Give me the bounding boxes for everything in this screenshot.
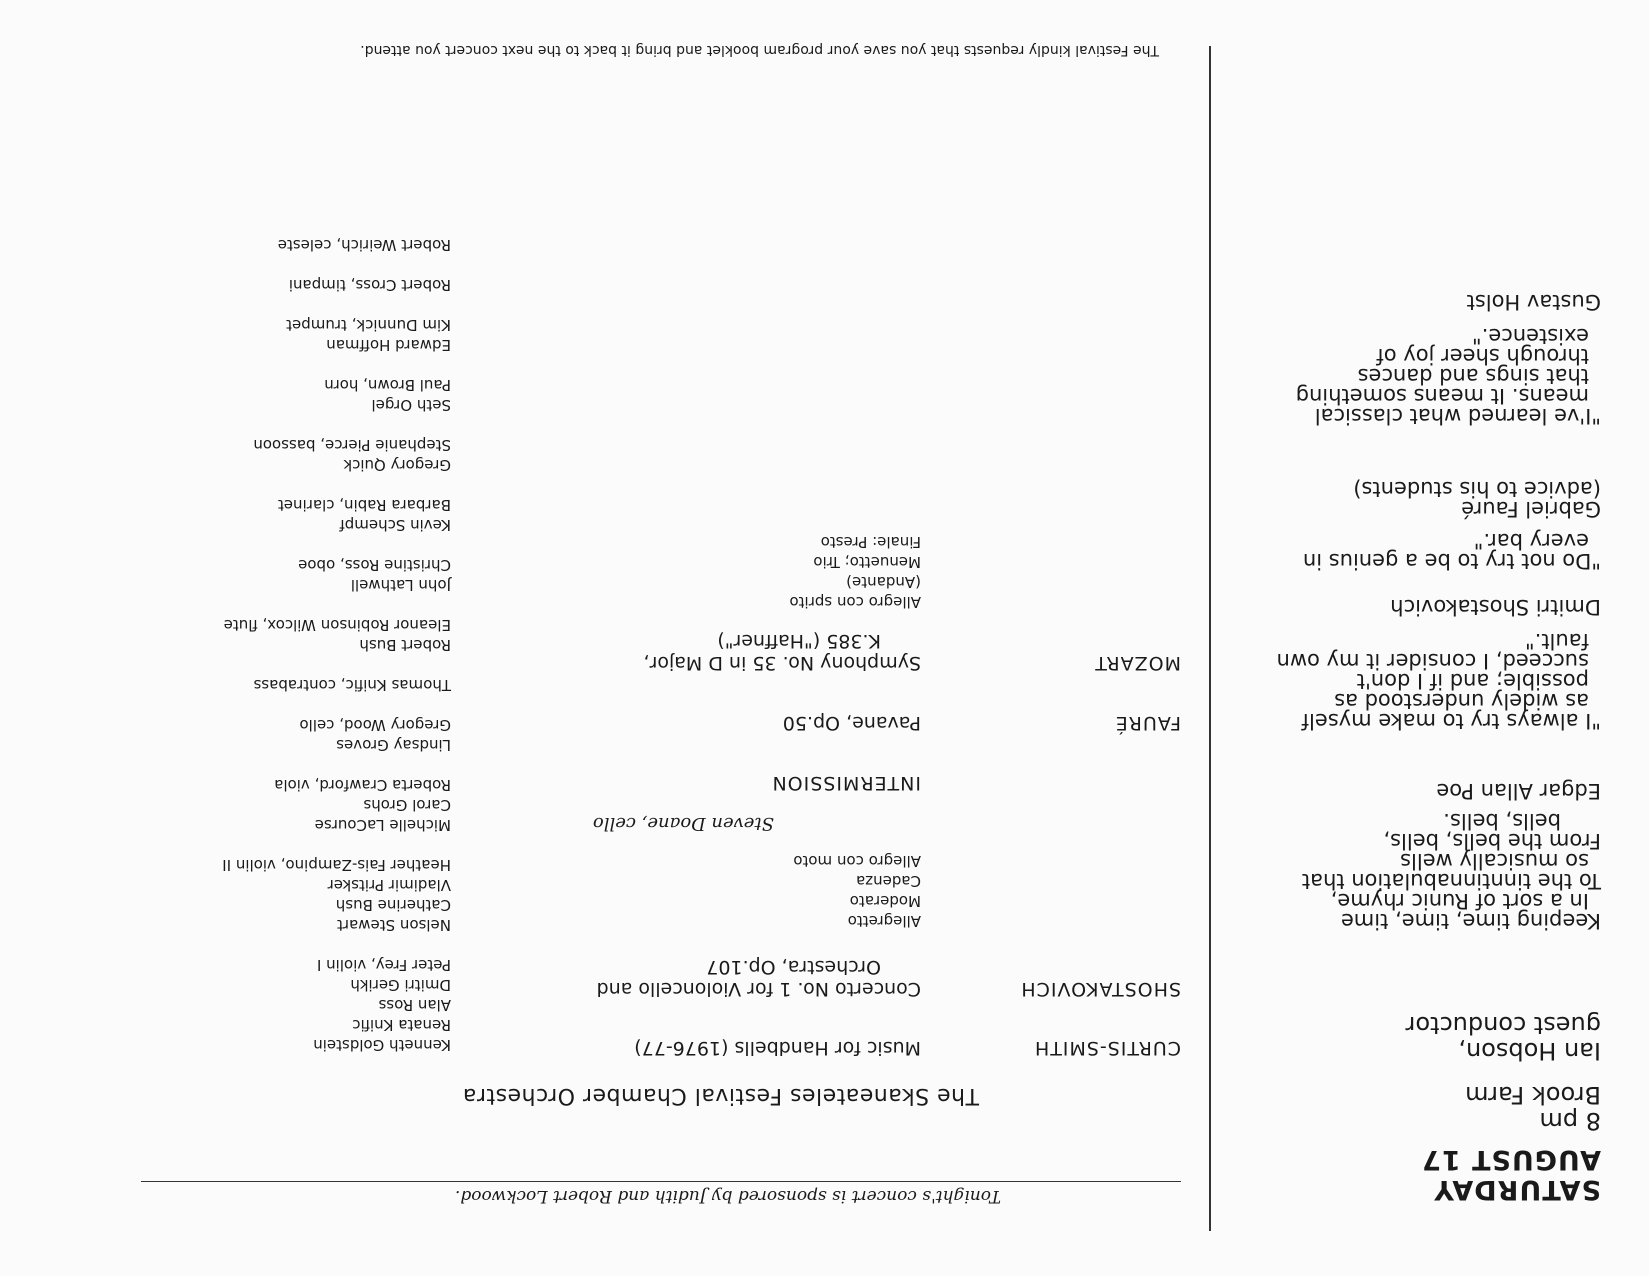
quote-line: existence." — [1471, 324, 1589, 348]
work-title-line: Music for Handbells (1976-77) — [634, 1037, 921, 1059]
musician: Michelle LaCourse — [314, 816, 451, 834]
work-title — [644, 630, 922, 674]
quote-line: so musically wells — [1400, 849, 1589, 873]
quote-author-note: (advice to his students) — [1353, 477, 1601, 501]
musician: Stephanie Pierce, bassoon — [253, 436, 451, 454]
quote-line: "Do not try to be a genius in — [1302, 549, 1601, 573]
work-title-line: Orchestra, Op.107 — [706, 956, 881, 978]
quote-faure — [1303, 479, 1601, 571]
concert-venue: Brook Farm — [1465, 1081, 1601, 1109]
quote-line: through sheer joy of — [1376, 344, 1589, 368]
quote-line: fault." — [1525, 629, 1589, 653]
composer-name: FAURÉ — [1114, 712, 1181, 734]
musician: Peter Frey, violin I — [316, 956, 451, 974]
intermission: INTERMISSION — [771, 772, 921, 794]
movement: Moderato — [849, 892, 921, 910]
musician: Vladimir Pritsker — [327, 876, 451, 894]
musician: Nelson Stewart — [336, 916, 451, 934]
musician: Seth Orgel — [371, 396, 451, 414]
musician: Robert Cross, timpani — [288, 276, 451, 294]
musician: Thomas Knific, contrabass — [253, 676, 451, 694]
movement: Finale: Presto — [820, 533, 921, 551]
musician: Heather Fais-Zampino, violin II — [222, 856, 451, 874]
concert-time-venue — [1465, 1082, 1601, 1134]
quote-line: possible; and if I don't — [1356, 669, 1589, 693]
musician: Alan Ross — [378, 996, 451, 1014]
quote-poe — [1302, 781, 1601, 931]
work-title-line: Symphony No. 35 in D Major, — [643, 652, 921, 674]
concert-day: SATURDAY — [1433, 1174, 1601, 1205]
composer-name: SHOSTAKOVICH — [1020, 978, 1181, 1000]
musician: Kenneth Goldstein — [313, 1036, 451, 1054]
work-title — [783, 712, 921, 734]
musician: Renata Knific — [352, 1016, 451, 1034]
quote-author: Edgar Allan Poe — [1436, 779, 1601, 803]
quote-author: Gabriel Fauré — [1461, 497, 1601, 521]
conductor — [1406, 1012, 1601, 1064]
quote-line: means. It means something — [1295, 384, 1589, 408]
quote-line: "I always try to make myself — [1301, 709, 1601, 733]
movement: Allegro con sprito — [789, 593, 921, 611]
work-title — [597, 956, 921, 1000]
quote-line: "I've learned what classical — [1314, 404, 1601, 428]
musician: Gregory Quick — [343, 456, 451, 474]
musician: Christine Ross, oboe — [298, 556, 451, 574]
conductor-role: guest conductor — [1405, 1011, 1601, 1039]
quote-line: succeed, I consider it my own — [1276, 649, 1589, 673]
footer-note: The Festival kindly requests that you save your program booklet and bring it back to the next concert you attend. — [360, 42, 1159, 58]
header-rule — [141, 1181, 1181, 1182]
musician: Paul Brown, horn — [324, 376, 451, 394]
quote-line: To the tinntinnabulation that — [1301, 869, 1601, 893]
musician: Edward Hoffman — [326, 336, 451, 354]
composer-name: CURTIS-SMITH — [1033, 1037, 1181, 1059]
musician: Kim Dunnick, trumpet — [286, 316, 451, 334]
work-title-line: Concerto No. 1 for Violoncello and — [596, 978, 921, 1000]
quote-line: In a sort of Runic rhyme, — [1330, 889, 1589, 913]
work-title — [634, 1037, 921, 1059]
quote-line: Keeping time, time, time — [1340, 909, 1601, 933]
conductor-name: Ian Hobson, — [1458, 1037, 1601, 1065]
musician: Barbara Rabin, clarinet — [277, 496, 451, 514]
column-divider — [1209, 46, 1211, 1231]
quote-line: bells, bells. — [1443, 809, 1561, 833]
musician: Dmitri Gerikh — [350, 976, 451, 994]
musician: Robert Bush — [359, 636, 451, 654]
movement: Menuetto; Trio — [813, 553, 921, 571]
movement: Allegro con moto — [793, 852, 921, 870]
quote-holst — [1296, 292, 1601, 426]
orchestra-title: The Skaneateles Festival Chamber Orchestra — [462, 1083, 979, 1108]
musician: Catherine Bush — [335, 896, 451, 914]
musician: Kevin Schempf — [339, 516, 451, 534]
composer-name: MOZART — [1094, 652, 1181, 674]
quote-line: From the bells, bells, — [1383, 829, 1601, 853]
soloist: Steven Doane, cello — [592, 813, 774, 834]
movement: Cadenza — [856, 872, 921, 890]
quote-author: Dmitri Shostakovich — [1390, 595, 1601, 619]
musician: Carol Grohs — [363, 796, 451, 814]
musician: Roberta Crawford, viola — [274, 776, 451, 794]
musician: Eleanor Robinson Wilcox, flute — [223, 616, 451, 634]
sponsor-line: Tonight's concert is sponsored by Judith and Robert Lockwood. — [454, 1186, 1001, 1206]
quote-author: Gustav Holst — [1466, 290, 1601, 314]
movement: Allegretto — [847, 912, 921, 930]
concert-date — [1421, 1144, 1601, 1204]
musician: John Lathwell — [350, 576, 451, 594]
concert-time: 8 pm — [1539, 1107, 1601, 1135]
quote-line: that sings and dances — [1357, 364, 1589, 388]
musician: Gregory Wood, cello — [299, 716, 451, 734]
concert-date-text: AUGUST 17 — [1421, 1144, 1601, 1175]
quote-line: every bar." — [1473, 529, 1589, 553]
work-title-line: Pavane, Op.50 — [782, 712, 921, 734]
work-title-line: K.385 ("Haffner") — [717, 630, 881, 652]
musician: Robert Weirich, celeste — [277, 236, 451, 254]
musician: Lindsay Groves — [336, 736, 451, 754]
quote-line: as widely understood as — [1334, 689, 1589, 713]
quote-shostakovich — [1277, 597, 1601, 731]
movement: (Andante) — [846, 573, 921, 591]
